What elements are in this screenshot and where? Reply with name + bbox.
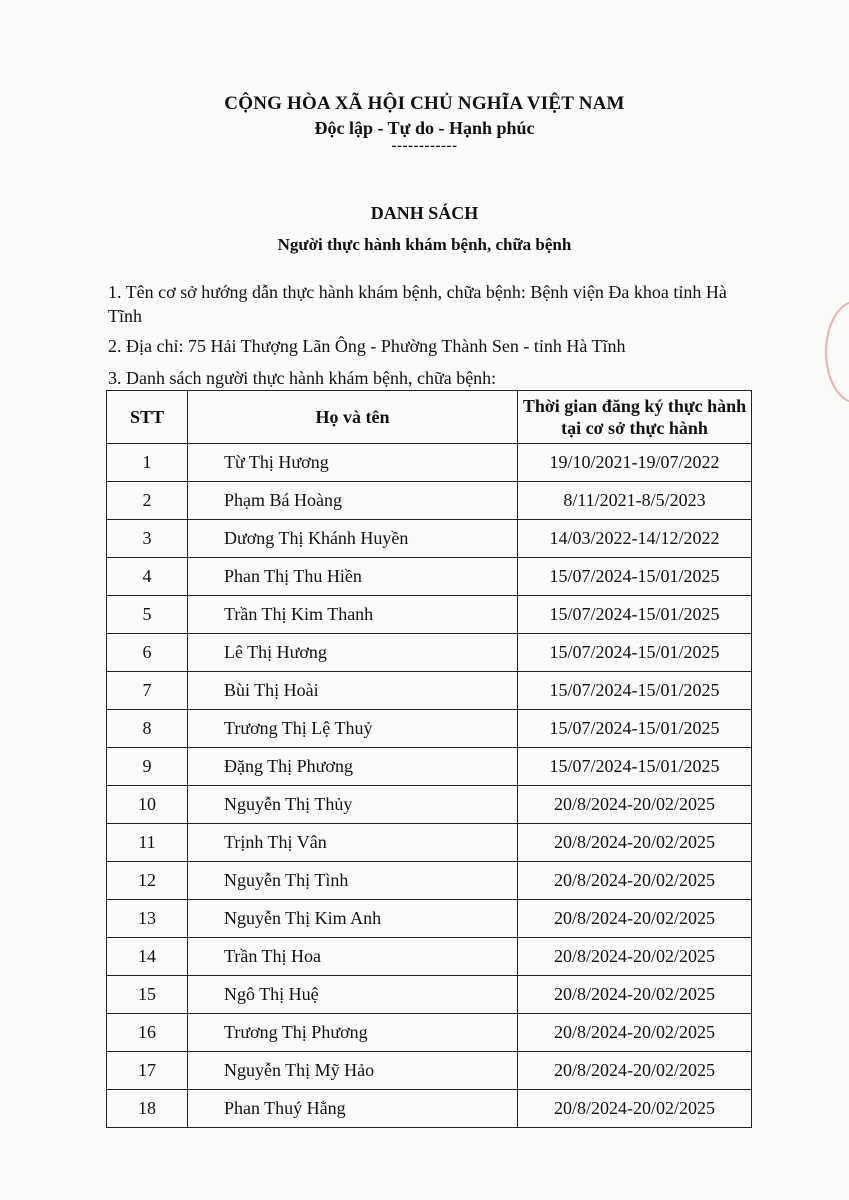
row-stt: 13	[107, 900, 188, 938]
header-name: Họ và tên	[188, 391, 518, 444]
row-period: 20/8/2024-20/02/2025	[518, 938, 752, 976]
table-row	[107, 938, 752, 976]
row-stt: 11	[107, 824, 188, 862]
row-name: Ngô Thị Huệ	[188, 976, 518, 1014]
header-period-line1: Thời gian đăng ký thực hành	[522, 396, 747, 416]
table-row	[107, 710, 752, 748]
row-name: Nguyễn Thị Tình	[188, 862, 518, 900]
row-name: Bùi Thị Hoài	[188, 672, 518, 710]
row-stt: 16	[107, 1014, 188, 1052]
facility-line: 1. Tên cơ sở hướng dẫn thực hành khám bệnh, chữa bệnh: Bệnh viện Đa khoa tỉnh Hà Tĩnh	[108, 282, 727, 326]
row-stt: 7	[107, 672, 188, 710]
header-stt: STT	[107, 391, 188, 444]
row-stt: 17	[107, 1052, 188, 1090]
row-stt: 4	[107, 558, 188, 596]
row-period: 20/8/2024-20/02/2025	[518, 1090, 752, 1128]
row-name: Nguyễn Thị Thủy	[188, 786, 518, 824]
row-period: 20/8/2024-20/02/2025	[518, 900, 752, 938]
row-stt: 1	[107, 444, 188, 482]
row-stt: 14	[107, 938, 188, 976]
header-period-line2: tại cơ sở thực hành	[561, 418, 708, 438]
row-name: Trương Thị Lệ Thuỷ	[188, 710, 518, 748]
address-line: 2. Địa chỉ: 75 Hải Thượng Lãn Ông - Phường Thành Sen - tỉnh Hà Tĩnh	[108, 336, 626, 356]
table-row	[107, 862, 752, 900]
row-period: 20/8/2024-20/02/2025	[518, 976, 752, 1014]
table-row	[107, 748, 752, 786]
row-name: Lê Thị Hương	[188, 634, 518, 672]
red-seal-edge	[825, 300, 849, 404]
row-stt: 18	[107, 1090, 188, 1128]
table-row	[107, 1052, 752, 1090]
header-separator: ------------	[391, 138, 458, 154]
row-stt: 12	[107, 862, 188, 900]
row-period: 20/8/2024-20/02/2025	[518, 862, 752, 900]
table-row	[107, 976, 752, 1014]
table-row	[107, 824, 752, 862]
practitioner-table	[106, 390, 752, 1128]
table-row	[107, 786, 752, 824]
row-stt: 15	[107, 976, 188, 1014]
header-period	[518, 391, 752, 444]
row-period: 15/07/2024-15/01/2025	[518, 710, 752, 748]
row-stt: 9	[107, 748, 188, 786]
table-row	[107, 482, 752, 520]
row-name: Phan Thị Thu Hiền	[188, 558, 518, 596]
row-period: 20/8/2024-20/02/2025	[518, 824, 752, 862]
national-title: CỘNG HÒA XÃ HỘI CHỦ NGHĨA VIỆT NAM	[224, 93, 625, 114]
row-name: Nguyễn Thị Mỹ Hảo	[188, 1052, 518, 1090]
table-header-row	[107, 391, 752, 444]
row-stt: 6	[107, 634, 188, 672]
table-row	[107, 634, 752, 672]
row-stt: 3	[107, 520, 188, 558]
row-stt: 10	[107, 786, 188, 824]
row-name: Trịnh Thị Vân	[188, 824, 518, 862]
table-row	[107, 672, 752, 710]
row-period: 15/07/2024-15/01/2025	[518, 634, 752, 672]
row-name: Nguyễn Thị Kim Anh	[188, 900, 518, 938]
row-name: Trương Thị Phương	[188, 1014, 518, 1052]
row-period: 15/07/2024-15/01/2025	[518, 596, 752, 634]
row-name: Đặng Thị Phương	[188, 748, 518, 786]
row-period: 14/03/2022-14/12/2022	[518, 520, 752, 558]
row-stt: 5	[107, 596, 188, 634]
table-row	[107, 1090, 752, 1128]
table-row	[107, 558, 752, 596]
row-period: 20/8/2024-20/02/2025	[518, 1014, 752, 1052]
row-name: Phan Thuý Hằng	[188, 1090, 518, 1128]
document-title: DANH SÁCH	[370, 203, 479, 223]
table-row	[107, 520, 752, 558]
table-row	[107, 444, 752, 482]
row-stt: 8	[107, 710, 188, 748]
row-period: 15/07/2024-15/01/2025	[518, 748, 752, 786]
table-row	[107, 596, 752, 634]
row-period: 15/07/2024-15/01/2025	[518, 672, 752, 710]
list-line: 3. Danh sách người thực hành khám bệnh, chữa bệnh:	[108, 368, 497, 388]
row-name: Từ Thị Hương	[188, 444, 518, 482]
row-name: Trần Thị Hoa	[188, 938, 518, 976]
row-period: 20/8/2024-20/02/2025	[518, 1052, 752, 1090]
row-name: Trần Thị Kim Thanh	[188, 596, 518, 634]
row-period: 20/8/2024-20/02/2025	[518, 786, 752, 824]
table-row	[107, 1014, 752, 1052]
row-period: 15/07/2024-15/01/2025	[518, 558, 752, 596]
row-name: Phạm Bá Hoàng	[188, 482, 518, 520]
national-motto: Độc lập - Tự do - Hạnh phúc	[314, 118, 535, 138]
row-period: 8/11/2021-8/5/2023	[518, 482, 752, 520]
row-stt: 2	[107, 482, 188, 520]
row-name: Dương Thị Khánh Huyền	[188, 520, 518, 558]
table-row	[107, 900, 752, 938]
table-body	[107, 444, 752, 1128]
row-period: 19/10/2021-19/07/2022	[518, 444, 752, 482]
document-subtitle: Người thực hành khám bệnh, chữa bệnh	[277, 235, 572, 254]
